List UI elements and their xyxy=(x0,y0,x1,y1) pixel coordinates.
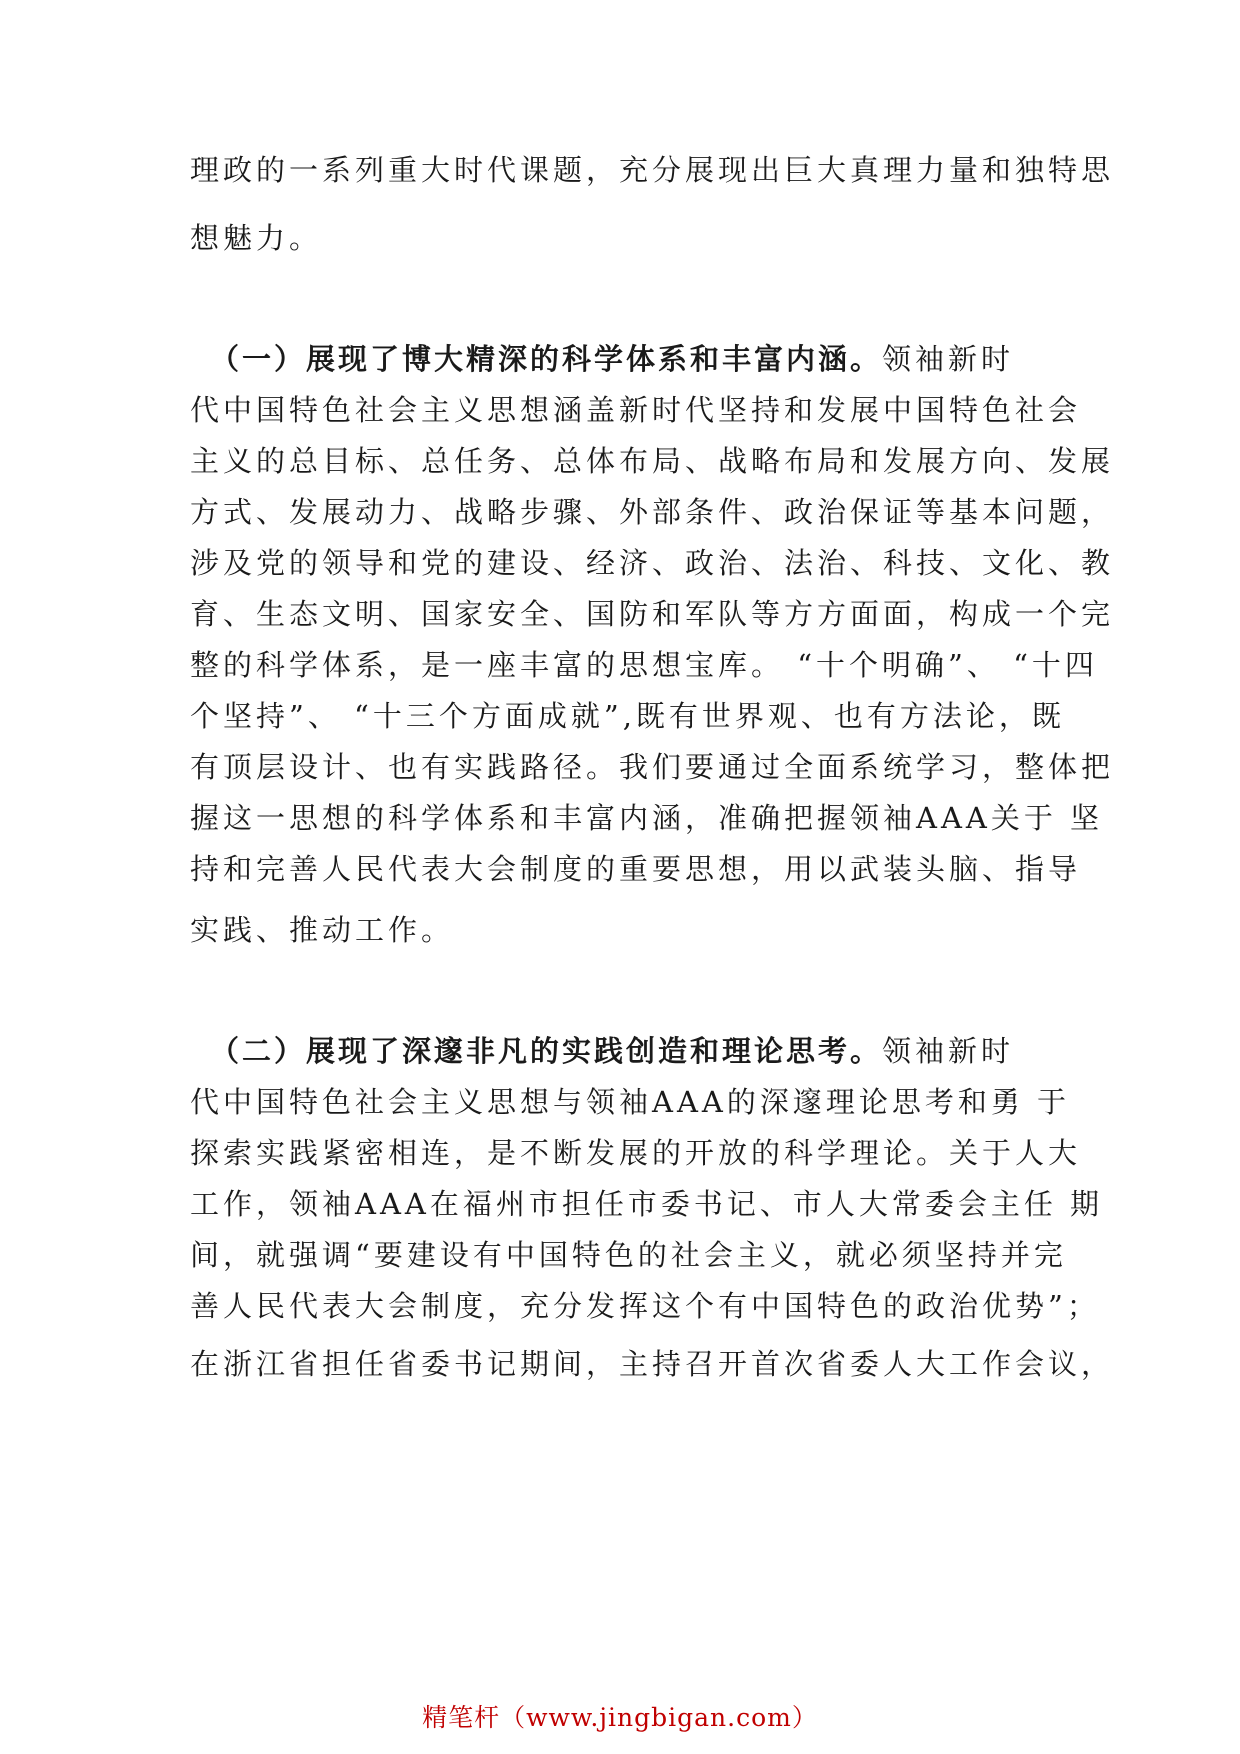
body-text-line: 整的科学体系，是一座丰富的思想宝库。 “十个明确”、 “十四 xyxy=(190,648,1098,682)
body-text-line: 主义的总目标、总任务、总体布局、战略布局和发展方向、发展 xyxy=(190,444,1115,478)
body-text-line: 涉及党的领导和党的建设、经济、政治、法治、科技、文化、教 xyxy=(190,546,1115,580)
section-1-heading-continuation: 领袖新时 xyxy=(882,342,1015,376)
body-text-line: 想魅力。 xyxy=(190,221,323,255)
body-text-line: 在浙江省担任省委书记期间，主持召开首次省委人大工作会议， xyxy=(190,1347,1115,1381)
body-text-line: 育、生态文明、国家安全、国防和军队等方方面面，构成一个完 xyxy=(190,597,1115,631)
body-text-line: 代中国特色社会主义思想与领袖AAA的深邃理论思考和勇 于 xyxy=(190,1085,1071,1119)
body-text-line: 间，就强调“要建设有中国特色的社会主义，就必须坚持并完 xyxy=(190,1238,1067,1272)
body-text-line: 个坚持”、 “十三个方面成就”,既有世界观、也有方法论，既 xyxy=(190,699,1065,733)
section-1-heading: （一）展现了博大精深的科学体系和丰富内涵。 xyxy=(210,342,883,376)
body-text-line: 握这一思想的科学体系和丰富内涵，准确把握领袖AAA关于 坚 xyxy=(190,801,1104,835)
body-text-line: 有顶层设计、也有实践路径。我们要通过全面系统学习，整体把 xyxy=(190,750,1115,784)
section-1-first-line xyxy=(210,339,1070,379)
body-text-line: 理政的一系列重大时代课题，充分展现出巨大真理力量和独特思 xyxy=(190,153,1115,187)
body-text-line: 善人民代表大会制度，充分发挥这个有中国特色的政治优势”； xyxy=(190,1289,1100,1323)
section-2-heading: （二）展现了深邃非凡的实践创造和理论思考。 xyxy=(210,1034,883,1068)
body-text-line: 持和完善人民代表大会制度的重要思想，用以武装头脑、指导 xyxy=(190,852,1082,886)
body-text-line: 工作，领袖AAA在福州市担任市委书记、市人大常委会主任 期 xyxy=(190,1187,1104,1221)
footer-source-link[interactable]: 精笔杆（www.jingbigan.com） xyxy=(422,1703,818,1732)
body-text-line: 探索实践紧密相连，是不断发展的开放的科学理论。关于人大 xyxy=(190,1136,1082,1170)
body-text-line: 实践、推动工作。 xyxy=(190,913,455,947)
section-2-first-line xyxy=(210,1031,1070,1071)
body-text-line: 代中国特色社会主义思想涵盖新时代坚持和发展中国特色社会 xyxy=(190,393,1082,427)
body-text-line: 方式、发展动力、战略步骤、外部条件、政治保证等基本问题， xyxy=(190,495,1115,529)
section-2-heading-continuation: 领袖新时 xyxy=(882,1034,1015,1068)
